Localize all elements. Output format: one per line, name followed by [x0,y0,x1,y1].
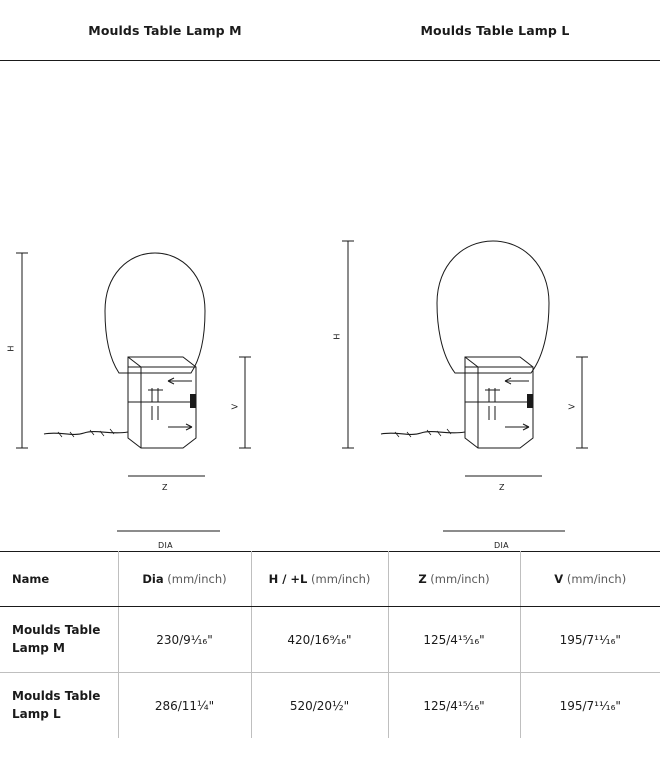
column-header-v-unit: (mm/inch) [563,572,627,586]
column-header-h-unit: (mm/inch) [307,572,371,586]
column-header-dia [118,552,251,607]
table-body [0,607,660,739]
title-left: Moulds Table Lamp M [88,22,242,38]
column-header-name [0,552,118,607]
cell-h: 420/16⁹⁄₁₆" [251,607,388,673]
label-v-m: V [230,403,240,410]
column-header-v [520,552,660,607]
cell-z: 125/4¹⁵⁄₁₆" [388,607,520,673]
column-header-z-unit: (mm/inch) [426,572,490,586]
table-header-row [0,552,660,607]
label-h-m: H [6,345,16,352]
table-row [0,607,660,673]
cell-name: Moulds Table Lamp M [0,607,118,673]
label-dia-m: DIA [158,541,173,550]
diagram-moulds-table-lamp-l [330,61,660,551]
label-z-m: Z [162,483,168,492]
cell-dia: 230/9¹⁄₁₆" [118,607,251,673]
cell-dia: 286/11¼" [118,673,251,739]
cell-z: 125/4¹⁵⁄₁₆" [388,673,520,739]
column-header-z [388,552,520,607]
diagram-row [0,61,660,551]
column-header-z-label: Z [418,572,427,586]
specifications-table [0,551,660,738]
label-z-l: Z [499,483,505,492]
title-right: Moulds Table Lamp L [420,22,570,38]
label-v-l: V [567,403,577,410]
column-header-h-label: H / +L [268,572,308,586]
cell-h: 520/20½" [251,673,388,739]
column-header-name-label: Name [12,572,50,586]
lamp-l-drawing [330,61,660,551]
column-header-h [251,552,388,607]
table-header [0,552,660,607]
column-header-v-label: V [554,572,564,586]
cell-name: Moulds Table Lamp L [0,673,118,739]
column-header-dia-label: Dia [142,572,164,586]
titles-row [0,0,660,60]
cell-v: 195/7¹¹⁄₁₆" [520,673,660,739]
cell-v: 195/7¹¹⁄₁₆" [520,607,660,673]
lamp-m-drawing [0,61,330,551]
column-header-dia-unit: (mm/inch) [163,572,227,586]
label-dia-l: DIA [494,541,509,550]
label-h-l: H [332,333,342,340]
diagram-moulds-table-lamp-m [0,61,330,551]
table-row [0,673,660,739]
